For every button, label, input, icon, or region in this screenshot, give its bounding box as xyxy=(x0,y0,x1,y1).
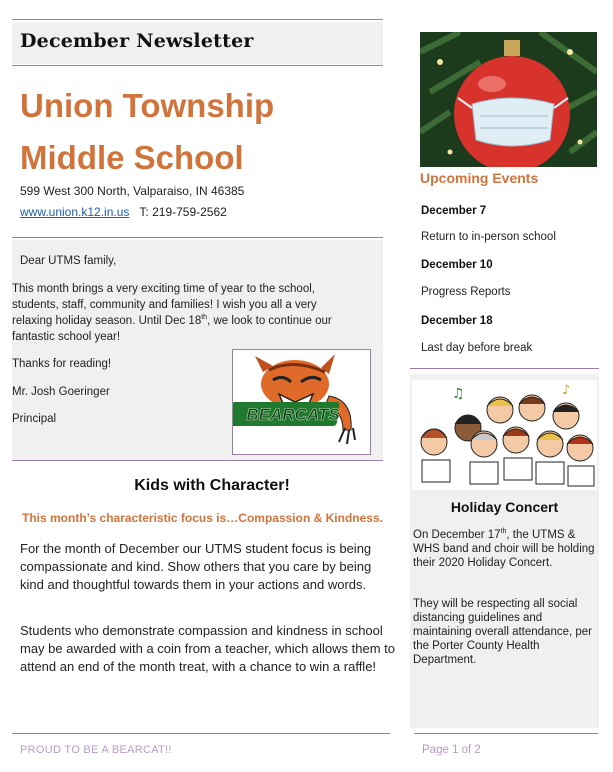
svg-text:♪: ♪ xyxy=(562,383,571,398)
letter-signer-title: Principal xyxy=(12,413,57,425)
character-title: Kids with Character! xyxy=(134,477,290,494)
masked-ornament-icon xyxy=(420,32,597,167)
logo-text: BEARCATS xyxy=(246,405,340,424)
concert-text-part: On December 17 xyxy=(413,529,501,541)
school-name-line1: Union Township xyxy=(20,87,275,124)
letter-signer: Mr. Josh Goeringer xyxy=(12,386,110,398)
letter-superscript: th xyxy=(201,314,208,322)
choir-illustration xyxy=(412,380,597,490)
school-phone: T: 219-759-2562 xyxy=(139,205,227,219)
letter-line: fantastic school year! xyxy=(12,331,121,343)
letter-line-part: relaxing holiday season. Until Dec 18 xyxy=(12,315,202,327)
bearcat-mascot-icon xyxy=(233,350,370,454)
svg-text:♫: ♫ xyxy=(452,386,465,402)
letter-line: This month brings a very exciting time of year to the school, xyxy=(12,283,315,295)
school-address: 599 West 300 North, Valparaiso, IN 46385 xyxy=(20,184,245,198)
events-bottom-rule xyxy=(410,368,599,369)
upcoming-events-title: Upcoming Events xyxy=(420,170,539,186)
singing-choir-icon xyxy=(412,380,597,490)
school-contact xyxy=(20,205,227,219)
school-name-line2: Middle School xyxy=(20,139,244,176)
concert-paragraph-2: They will be respecting all social distancing guidelines and maintaining overall attendance, per the Porter County Health Department. xyxy=(413,598,593,666)
newsletter-title: December Newsletter xyxy=(20,30,254,52)
concert-paragraph-1 xyxy=(413,528,595,570)
concert-text-part: , the UTMS & WHS band and choir will be holding their 2020 Holiday Concert. xyxy=(413,529,595,569)
concert-superscript: th xyxy=(500,528,507,536)
character-paragraph-1: For the month of December our UTMS student focus is being compassionate and kind. Show others that you care by being kind and thoughtful towards them in your actions and words. xyxy=(20,541,372,592)
footer-slogan: PROUD TO BE A BEARCAT!! xyxy=(20,744,172,756)
event-date: December 7 xyxy=(421,205,487,217)
letter-closing: Thanks for reading! xyxy=(12,358,112,370)
event-description: Return to in-person school xyxy=(421,231,556,243)
header-rule xyxy=(12,65,383,66)
letter-line: students, staff, community and families! I wish you all a very xyxy=(12,299,317,311)
event-date: December 10 xyxy=(421,259,493,271)
event-date: December 18 xyxy=(421,315,493,327)
letter-line-part: , we look to continue our xyxy=(207,315,332,327)
school-name xyxy=(20,80,380,184)
event-description: Last day before break xyxy=(421,342,533,354)
letter-top-rule xyxy=(12,237,383,238)
character-subtitle: This month’s characteristic focus is…Compassion & Kindness. xyxy=(22,511,383,525)
character-paragraph-2: Students who demonstrate compassion and kindness in school may be awarded with a coin from a teacher, which allows them to attend an end of the month treat, with a chance to win a raffle! xyxy=(20,623,396,674)
school-website-link[interactable]: www.union.k12.in.us xyxy=(20,205,130,219)
ornament-photo xyxy=(420,32,597,167)
top-rule xyxy=(12,19,383,20)
footer-rule-right xyxy=(414,733,598,734)
footer-rule-left xyxy=(12,733,390,734)
bearcats-logo xyxy=(232,349,371,455)
event-description: Progress Reports xyxy=(421,286,511,298)
holiday-concert-title: Holiday Concert xyxy=(450,499,559,515)
letter-greeting: Dear UTMS family, xyxy=(20,255,117,267)
letter-bottom-rule xyxy=(12,460,383,461)
letter-line xyxy=(12,313,332,329)
page-number: Page 1 of 2 xyxy=(422,744,481,756)
